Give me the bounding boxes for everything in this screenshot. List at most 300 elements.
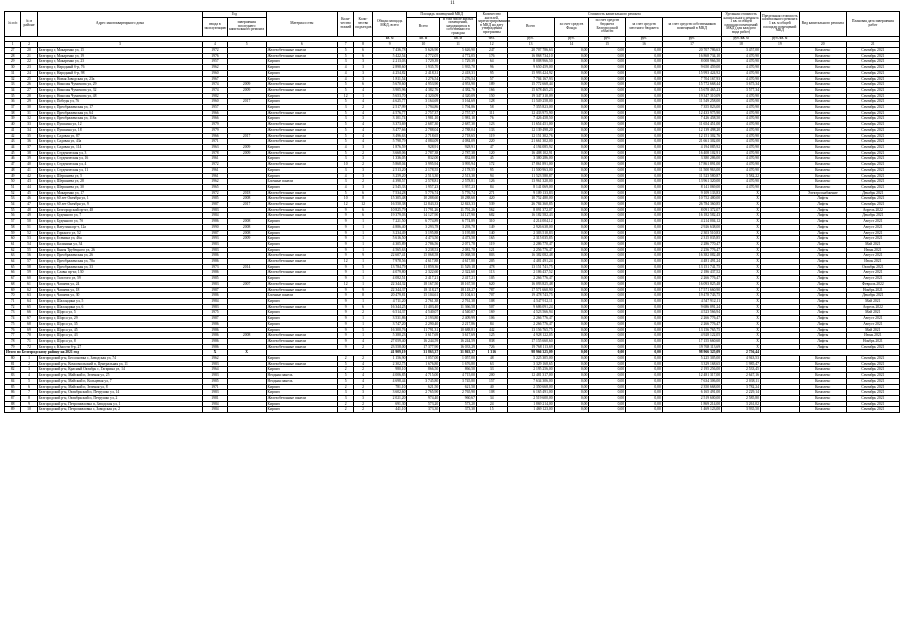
cell-cost-local: 0,00: [626, 196, 663, 202]
cell-repair-type: Комплекс: [799, 127, 846, 133]
cell-cost-local: 0,00: [626, 87, 663, 93]
page-number: 11: [450, 1, 455, 6]
cell-year-built: 1985: [203, 276, 228, 282]
cell-cost-region: 0,00: [589, 327, 626, 333]
cell-wall-material: Кирпич: [266, 65, 338, 71]
cell-unit-cost: 4 470,90: [722, 99, 761, 105]
cell-cost-owners: 1 869 214,00: [662, 401, 721, 407]
cell-cost-total: 15 772 668,44: [507, 82, 554, 88]
cell-unit-cost: Х: [722, 333, 761, 339]
cell-year-built: 1966: [203, 110, 228, 116]
cell-cost-local: 0,00: [626, 224, 663, 230]
cell-year-built: 1984: [203, 401, 228, 407]
cell-unit-cost: Х: [722, 253, 761, 259]
cell-repair-type: Лифты: [799, 310, 846, 316]
cell-area-total: 1 957,23: [407, 184, 440, 190]
cell-total-area: 4 082,51: [372, 276, 407, 282]
cell-num: 65: [5, 264, 21, 270]
cell-unit-cost: 4 470,90: [722, 184, 761, 190]
cell-cost-owners: 11 549 258,00: [662, 99, 721, 105]
cell-total-area: 2 021,20: [372, 395, 407, 401]
cell-num: 44: [5, 145, 21, 151]
cell-deadline: Июль 2021: [846, 259, 899, 265]
cell-area-residential: 1 676,80: [440, 361, 477, 367]
cell-unit-cost: 2 647,16: [722, 373, 761, 379]
cell-unit-cost: 3 261,02: [722, 401, 761, 407]
cell-year-built: 1960: [203, 70, 228, 76]
cell-residents: 40: [476, 384, 507, 390]
cell-floors: 4: [338, 65, 354, 71]
cell-cost-local: 0,00: [626, 219, 663, 225]
header-unit-cost: Удельная стоимость капитального ремонта 1 кв. м общей площади помещений МКД (для каждого вида работ): [722, 12, 761, 37]
cell-cost-region: 0,00: [589, 219, 626, 225]
cell-address: Белгород г, Преображенская ул, 116а: [37, 116, 203, 122]
cell-area-total: 573,20: [407, 401, 440, 407]
cell-total-area: 691,30: [372, 401, 407, 407]
cell-cost-fund: 0,00: [554, 259, 589, 265]
cell-cost-fund: 0,00: [554, 127, 589, 133]
cell-repair-type: Комплекс: [799, 150, 846, 156]
cell-num: 75: [5, 321, 21, 327]
cell-cost-region: 0,00: [589, 127, 626, 133]
cell-wall-material: Железобетонные панели: [266, 253, 338, 259]
cell-cost-owners: 7 634 306,00: [662, 378, 721, 384]
cell-deadline: Октябрь 2021: [846, 264, 899, 270]
cell-wall-material: Железобетонные панели: [266, 213, 338, 219]
cell-cost-fund: 0,00: [554, 367, 589, 373]
cell-cost-region: 0,00: [589, 321, 626, 327]
cell-cost-local: 0,00: [626, 173, 663, 179]
cell-area-total: 3 745,80: [407, 378, 440, 384]
cell-residents: 682: [476, 213, 507, 219]
cell-cost-total: 1 869 214,00: [507, 401, 554, 407]
cell-unit-cost: 4 470,90: [722, 167, 761, 173]
cell-year-built: 1986: [203, 333, 228, 339]
cell-area-residential: 18 118,27: [440, 287, 477, 293]
cell-cost-local: 0,00: [626, 310, 663, 316]
cell-unit-cost: 4 470,90: [722, 162, 761, 168]
cell-entrances: 1: [354, 333, 372, 339]
cell-cost-local: 0,00: [626, 367, 663, 373]
cell-total-area: 4 565,63: [372, 247, 407, 253]
cell-cost-region: 0,00: [589, 264, 626, 270]
cell-num-district: 29: [21, 99, 37, 105]
cell-cost-local: 0,00: [626, 356, 663, 362]
cell-wall-material: Железобетонные панели: [266, 127, 338, 133]
cell-total-area: 980,10: [372, 367, 407, 373]
cell-area-total: 2 787,38: [407, 150, 440, 156]
cell-area-total: 2 322,60: [407, 270, 440, 276]
cell-cost-fund: 0,00: [554, 344, 589, 350]
cell-year-built: 1979: [203, 122, 228, 128]
cell-unit-cost: Х: [722, 196, 761, 202]
cell-wall-material: Блочные панели: [266, 293, 338, 299]
column-number: 15: [589, 42, 626, 48]
cell-deadline: Сентябрь 2021: [846, 150, 899, 156]
cell-address: Белгород г, Шорса ул, 29: [37, 316, 203, 322]
column-number: 5: [227, 42, 266, 48]
header-area-residential: В том числе жилых помещений, находящихся в собственности граждан: [440, 17, 477, 36]
cell-cost-fund: 0,00: [554, 202, 589, 208]
cell-cost-region: 0,00: [589, 395, 626, 401]
cell-area-residential: 2 765,90: [440, 390, 477, 396]
cell-floors: 9: [338, 321, 354, 327]
cell-floors: 5: [338, 150, 354, 156]
cell-area-total: 3 995,94: [407, 162, 440, 168]
cell-residents: 57: [476, 76, 507, 82]
cell-cost-region: 0,00: [589, 287, 626, 293]
cell-wall-material: Кирпич: [266, 367, 338, 373]
cell-num: 48: [5, 167, 21, 173]
cell-total-area: 2 898,60: [372, 65, 407, 71]
cell-entrances: 3: [354, 116, 372, 122]
header-max-cost: Предельная стоимость капитального ремонта 1 кв. м общей площади помещений МКД: [760, 12, 799, 37]
cell-area-residential: 2 687,30: [440, 122, 477, 128]
cell-cost-fund: 0,00: [554, 281, 589, 287]
cell-unit-cost: Х: [722, 338, 761, 344]
cell-num: 39: [5, 116, 21, 122]
cell-area-residential: 4 953,90: [440, 82, 477, 88]
cell-floors: 4: [338, 173, 354, 179]
cell-cost-total: 16 408 102,91: [507, 150, 554, 156]
cell-total-area: 1 336,05: [372, 156, 407, 162]
cell-year-built: 1987: [203, 202, 228, 208]
cell-residents: 140: [476, 230, 507, 236]
cell-year-built: 1982: [203, 93, 228, 99]
cell-area-total: 4 320,09: [407, 93, 440, 99]
cell-wall-material: Кирпич: [266, 264, 338, 270]
cell-total-area: 5 422,54: [372, 53, 407, 59]
cell-wall-material: Кирпич: [266, 401, 338, 407]
cell-cost-total: 26 784 360,85: [507, 202, 554, 208]
cell-residents: 84: [476, 321, 507, 327]
cell-residents: 539: [476, 202, 507, 208]
cell-deadline: Август 2021: [846, 236, 899, 242]
cell-floors: 12: [338, 281, 354, 287]
cell-num: 84: [5, 378, 21, 384]
cell-entrances: 1: [354, 236, 372, 242]
cell-max-cost: [760, 407, 799, 413]
cell-unit-cost: Х: [722, 247, 761, 253]
subtotal-area-total: 31 863,37: [407, 350, 440, 356]
cell-residents: 58: [476, 105, 507, 111]
cell-unit-cost: 3 582,22: [722, 173, 761, 179]
cell-repair-type: Лифты: [799, 241, 846, 247]
cell-num: 30: [5, 65, 21, 71]
cell-repair-type: Комплекс: [799, 139, 846, 145]
cell-deadline: Декабрь 2021: [846, 293, 899, 299]
cell-year-built: 1986: [203, 293, 228, 299]
unit-cell: руб.: [626, 36, 663, 42]
cell-floors: 9: [338, 247, 354, 253]
cell-address: Белгородский р-н, Бессоновка с, Заводская ул, 74: [37, 356, 203, 362]
cell-cost-local: 0,00: [626, 338, 663, 344]
cell-cost-owners: 12 151 302,76: [662, 133, 721, 139]
cell-year-built: 1974: [203, 82, 228, 88]
cell-entrances: 9: [354, 253, 372, 259]
cell-num: 68: [5, 281, 21, 287]
column-number: 14: [554, 42, 589, 48]
cell-total-area: 4 305,89: [372, 241, 407, 247]
cell-entrances: 3: [354, 76, 372, 82]
cell-floors: 9: [338, 224, 354, 230]
cell-total-area: 13 784,79: [372, 264, 407, 270]
cell-year-built: 1983: [203, 390, 228, 396]
cell-year-built: 1993: [203, 236, 228, 242]
cell-address: Белгород г, Николая Чумичова ул, 29: [37, 82, 203, 88]
cell-cost-total: 4 928 122,05: [507, 333, 554, 339]
cell-cost-total: 2 266 776,47: [507, 316, 554, 322]
cell-unit-cost: Х: [722, 293, 761, 299]
cell-entrances: 2: [354, 384, 372, 390]
cell-area-total: 928,91: [407, 145, 440, 151]
cell-wall-material: Железобетонные панели: [266, 87, 338, 93]
cell-floors: 5: [338, 361, 354, 367]
cell-cost-region: 0,00: [589, 338, 626, 344]
cell-repair-type: Комплекс: [799, 59, 846, 65]
cell-area-residential: 2 322,60: [440, 270, 477, 276]
cell-year-repair: 2008: [227, 219, 266, 225]
cell-address: Белгородский р-н, Майский п, Зеленая ул, 8: [37, 384, 203, 390]
cell-cost-total: 13 151 741,75: [507, 264, 554, 270]
cell-entrances: 8: [354, 196, 372, 202]
cell-floors: 5: [338, 53, 354, 59]
cell-repair-type: Лифты: [799, 230, 846, 236]
cell-wall-material: Железобетонные панели: [266, 48, 338, 54]
cell-repair-type: Лифты: [799, 219, 846, 225]
column-number: 16: [626, 42, 663, 48]
cell-residents: 96: [476, 65, 507, 71]
cell-num: 45: [5, 150, 21, 156]
cell-repair-type: Лифты: [799, 298, 846, 304]
cell-area-residential: 15 104,61: [440, 293, 477, 299]
cell-residents: 120: [476, 150, 507, 156]
cell-cost-owners: 9 686 091,24: [662, 304, 721, 310]
cell-area-total: 2 578,81: [407, 179, 440, 185]
cell-cost-owners: 26 784 360,85: [662, 202, 721, 208]
cell-deadline: Сентябрь 2021: [846, 167, 899, 173]
cell-repair-type: Комплекс: [799, 356, 846, 362]
cell-deadline: Август 2021: [846, 316, 899, 322]
cell-year-built: 1962: [203, 179, 228, 185]
cell-residents: 76: [476, 116, 507, 122]
cell-residents: 271: [476, 190, 507, 196]
cell-area-residential: 3 164,69: [440, 99, 477, 105]
cell-residents: 47: [476, 145, 507, 151]
cell-area-total: 2 418,31: [407, 70, 440, 76]
cell-cost-owners: 12 139 498,20: [662, 127, 721, 133]
cell-floors: 5: [338, 99, 354, 105]
cell-cost-owners: 2 195 256,00: [662, 367, 721, 373]
cell-repair-type: Комплекс: [799, 395, 846, 401]
cell-area-total: 17 377,90: [407, 344, 440, 350]
cell-unit-cost: Х: [722, 270, 761, 276]
cell-year-built: 1964: [203, 367, 228, 373]
cell-deadline: Сентябрь 2021: [846, 99, 899, 105]
header-year-group: Год: [203, 12, 266, 18]
cell-area-residential: 3 745,80: [440, 378, 477, 384]
cell-num: 28: [5, 53, 21, 59]
cell-wall-material: Кирпич: [266, 99, 338, 105]
cell-unit-cost: 4 470,90: [722, 116, 761, 122]
cell-entrances: 3: [354, 156, 372, 162]
cell-repair-type: Комплекс: [799, 156, 846, 162]
header-wall-material: Материал стен: [266, 12, 338, 37]
cell-cost-total: 8 091 372,07: [507, 207, 554, 213]
cell-floors: 9: [338, 219, 354, 225]
cell-wall-material: Железобетонные панели: [266, 133, 338, 139]
cell-cost-fund: 0,00: [554, 190, 589, 196]
cell-cost-owners: 11 523 580,87: [662, 173, 721, 179]
cell-unit-cost: 3 577,34: [722, 87, 761, 93]
header-address: Адрес многоквартирного дома: [37, 12, 203, 37]
cell-unit-cost: 4 470,90: [722, 53, 761, 59]
cell-num-district: 23: [21, 65, 37, 71]
cell-area-total: 2 417,21: [407, 276, 440, 282]
cell-total-area: 781,10: [372, 384, 407, 390]
cell-deadline: Сентябрь 2021: [846, 378, 899, 384]
cell-num: 85: [5, 384, 21, 390]
subtotal-repair: Х: [227, 350, 266, 356]
cell-address: Белгород г, Макаренко ул, 23: [37, 59, 203, 65]
cell-num-district: 54: [21, 241, 37, 247]
cell-address: Белгород г, Есенина ул, 46а: [37, 236, 203, 242]
cell-residents: 34: [476, 395, 507, 401]
cell-repair-type: Лифты: [799, 247, 846, 253]
column-number: 21: [846, 42, 899, 48]
cell-unit-cost: 4 470,90: [722, 179, 761, 185]
cell-cost-total: 17 155 660,60: [507, 338, 554, 344]
cell-repair-type: Комплекс: [799, 179, 846, 185]
cell-cost-total: 4 547 912,11: [507, 298, 554, 304]
cell-total-area: 4 576,77: [372, 110, 407, 116]
cell-cost-region: 0,00: [589, 270, 626, 276]
cell-floors: 4: [338, 184, 354, 190]
cell-cost-region: 0,00: [589, 207, 626, 213]
cell-num: 47: [5, 162, 21, 168]
cell-address: Белгород г, Славы пр-кт, 130: [37, 270, 203, 276]
cell-num: 49: [5, 173, 21, 179]
cell-repair-type: Комплекс: [799, 173, 846, 179]
cell-repair-type: Комплекс: [799, 361, 846, 367]
cell-deadline: Сентябрь 2021: [846, 401, 899, 407]
cell-wall-material: Железобетонные панели: [266, 122, 338, 128]
cell-cost-owners: 2 926 638,00: [662, 224, 721, 230]
cell-cost-total: 7 355 823,00: [507, 105, 554, 111]
cell-address: Белгород г, Студенческая ул, 4: [37, 162, 203, 168]
cell-wall-material: Кирпич: [266, 298, 338, 304]
cell-entrances: 2: [354, 310, 372, 316]
cell-year-built: 1986: [203, 338, 228, 344]
cell-area-residential: 5 776,74: [440, 190, 477, 196]
cell-area-residential: 4 320,09: [440, 93, 477, 99]
cell-cost-total: 19 768 113,69: [507, 344, 554, 350]
cell-cost-region: 0,00: [589, 276, 626, 282]
cell-num: 73: [5, 310, 21, 316]
cell-area-residential: 4 473,50: [440, 236, 477, 242]
cell-num-district: 53: [21, 236, 37, 242]
cell-unit-cost: Х: [722, 230, 761, 236]
cell-floors: 5: [338, 48, 354, 54]
cell-wall-material: Кирпич: [266, 156, 338, 162]
cell-cost-local: 0,00: [626, 105, 663, 111]
cell-num-district: 4: [21, 373, 37, 379]
cell-area-residential: 832,00: [440, 156, 477, 162]
cell-area-total: 16 244,59: [407, 338, 440, 344]
cell-year-built: 1976: [203, 53, 228, 59]
cell-cost-local: 0,00: [626, 76, 663, 82]
cell-cost-fund: 0,00: [554, 105, 589, 111]
header-cost-region: за счет средств бюджета Белгородской области: [589, 17, 626, 36]
cell-area-total: 2 786,56: [407, 241, 440, 247]
cell-cost-region: 0,00: [589, 150, 626, 156]
cell-unit-cost: 4 470,90: [722, 122, 761, 128]
cell-address: Белгородский р-н, Петропавловка п, Заводская ул, 1: [37, 401, 203, 407]
cell-cost-fund: 0,00: [554, 333, 589, 339]
cell-num: 37: [5, 105, 21, 111]
cell-year-built: 1986: [203, 321, 228, 327]
cell-wall-material: Железобетонные панели: [266, 82, 338, 88]
cell-floors: 9: [338, 298, 354, 304]
cell-repair-type: Комплекс: [799, 407, 846, 413]
cell-floors: 9: [338, 344, 354, 350]
cell-area-residential: 16 244,59: [440, 338, 477, 344]
cell-wall-material: Железобетонные панели: [266, 139, 338, 145]
cell-floors: 12: [338, 259, 354, 265]
cell-area-total: 4 084,09: [407, 139, 440, 145]
cell-area-residential: 2 418,31: [440, 70, 477, 76]
cell-deadline: Сентябрь 2021: [846, 162, 899, 168]
cell-total-area: 5 653,70: [372, 93, 407, 99]
cell-residents: 123: [476, 122, 507, 128]
cell-year-repair: 2017: [227, 99, 266, 105]
cell-cost-fund: 0,00: [554, 304, 589, 310]
cell-cost-region: 0,00: [589, 196, 626, 202]
cell-year-built: 1983: [203, 281, 228, 287]
cell-area-residential: 2 757,37: [440, 110, 477, 116]
cell-num-district: 35: [21, 133, 37, 139]
cell-wall-material: Железобетонные панели: [266, 207, 338, 213]
cell-deadline: Сентябрь 2021: [846, 76, 899, 82]
cell-num: 55: [5, 207, 21, 213]
cell-area-total: 2 765,90: [407, 390, 440, 396]
cell-year-built: 1957: [203, 59, 228, 65]
cell-address: Белгород г, Шаландина ул, 6: [37, 304, 203, 310]
cell-year-built: 1966: [203, 133, 228, 139]
cell-floors: 3: [338, 395, 354, 401]
cell-deadline: Сентябрь 2021: [846, 184, 899, 190]
cell-cost-total: 2 256 776,47: [507, 247, 554, 253]
cell-cost-region: 0,00: [589, 139, 626, 145]
cell-cost-total: 7 704 167,93: [507, 76, 554, 82]
cell-total-area: 1 811,54: [372, 76, 407, 82]
cell-cost-fund: 0,00: [554, 139, 589, 145]
cell-address: Белгород г, Николая Чумичова ул, 48: [37, 93, 203, 99]
cell-wall-material: Кирпич: [266, 316, 338, 322]
cell-num-district: 44: [21, 184, 37, 190]
cell-unit-cost: 4 470,90: [722, 150, 761, 156]
cell-cost-total: 16 093 825,48: [507, 281, 554, 287]
cell-year-built: 1972: [203, 190, 228, 196]
cell-cost-owners: 5 225 305,00: [662, 356, 721, 362]
cell-cost-region: 0,00: [589, 378, 626, 384]
cell-unit-cost: Х: [722, 344, 761, 350]
cell-repair-type: Комплекс: [799, 367, 846, 373]
cell-cost-local: 0,00: [626, 133, 663, 139]
cell-cost-owners: 8 008 966,50: [662, 59, 721, 65]
cell-year-built: 1957: [203, 105, 228, 111]
cell-total-area: 3 477,66: [372, 127, 407, 133]
